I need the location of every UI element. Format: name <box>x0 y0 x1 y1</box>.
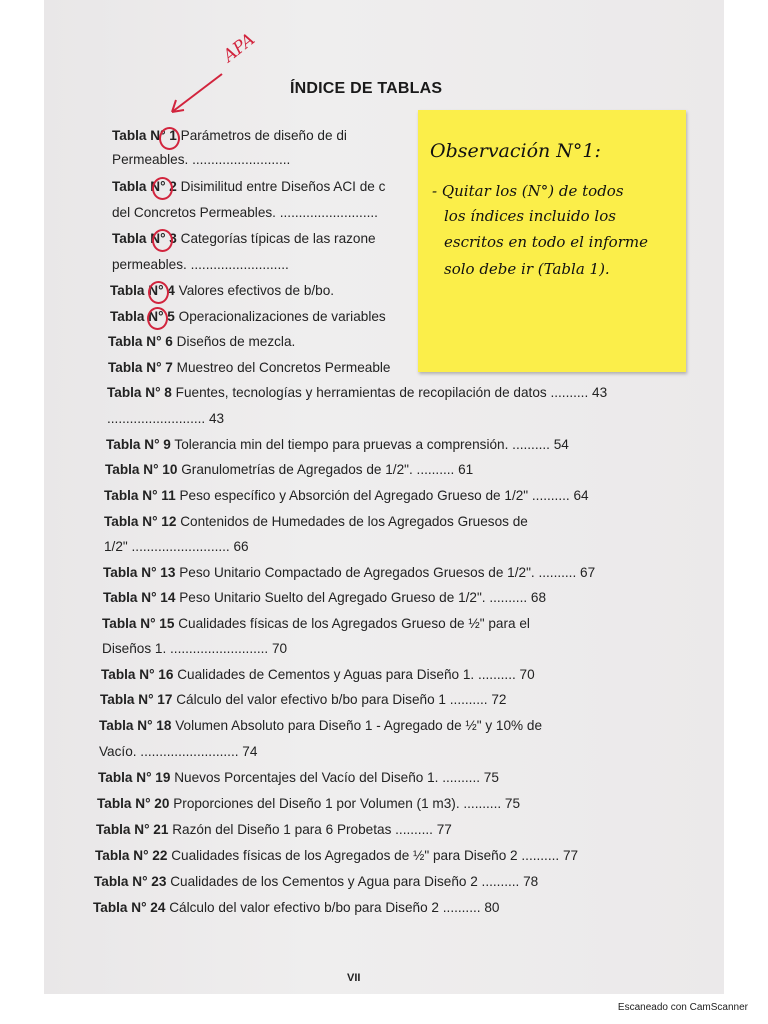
sticky-note-line: escritos en todo el informe <box>444 233 648 251</box>
leader-dots: .......... <box>517 848 560 863</box>
index-entry <box>94 874 538 889</box>
leader-dots: .......... <box>485 590 528 605</box>
entry-continuation-text: Diseños 1. <box>102 641 167 656</box>
entry-page: 61 <box>458 462 474 477</box>
entry-title: Cualidades físicas de los Agregados Grueso de ½" para el <box>178 616 530 631</box>
sticky-note-line: solo debe ir (Tabla 1). <box>444 260 610 278</box>
index-entry <box>97 796 520 811</box>
sticky-note-title: Observación N°1: <box>430 140 601 162</box>
annotation-circle <box>152 229 173 252</box>
entry-continuation-text: Vacío. <box>99 744 137 759</box>
index-entry <box>106 437 569 452</box>
entry-label: Tabla N° 21 <box>96 822 169 837</box>
index-entry <box>103 565 595 580</box>
entry-label: Tabla N° 23 <box>94 874 167 889</box>
entry-page: 66 <box>233 539 249 554</box>
entry-label: Tabla N° 7 <box>108 360 173 375</box>
annotation-circle <box>152 177 173 200</box>
entry-title: Cálculo del valor efectivo b/bo para Diseño 2 <box>169 900 439 915</box>
leader-dots: .......... <box>474 667 516 682</box>
leader-dots: .......................... <box>188 152 291 167</box>
sticky-note-line: - Quitar los (N°) de todos <box>432 182 624 200</box>
entry-label: Tabla N° 24 <box>93 900 166 915</box>
entry-continuation-text: 1/2" <box>104 539 128 554</box>
entry-title: Disimilitud entre Diseños ACI de c <box>180 179 386 194</box>
scanner-watermark: Escaneado con CamScanner <box>617 1002 748 1013</box>
entry-page: 74 <box>242 744 258 759</box>
leader-dots: .......... <box>508 437 550 452</box>
entry-page: 70 <box>519 667 535 682</box>
entry-label: Tabla N° 2 <box>112 179 177 194</box>
index-entry <box>107 385 607 400</box>
entry-page: 54 <box>553 437 569 452</box>
entry-title: Proporciones del Diseño 1 por Volumen (1 m3). <box>173 796 460 811</box>
entry-title: Cualidades físicas de los Agregados de ½" para Diseño 2 <box>171 848 518 863</box>
leader-dots: .......... <box>438 900 481 915</box>
index-entry <box>100 692 506 707</box>
entry-label: Tabla N° 22 <box>95 848 168 863</box>
entry-title: Contenidos de Humedades de los Agregados Gruesos de <box>180 514 528 529</box>
leader-dots: .......... <box>438 770 480 785</box>
entry-page: 75 <box>483 770 499 785</box>
entry-label: Tabla N° 16 <box>101 667 174 682</box>
entry-page: 77 <box>562 848 579 863</box>
index-entry <box>104 514 528 529</box>
leader-dots: .......... <box>546 385 589 400</box>
entry-label: Tabla N° 12 <box>104 514 177 529</box>
entry-page: 43 <box>592 385 608 400</box>
entry-label: Tabla N° 9 <box>106 437 171 452</box>
entry-title: Parámetros de diseño de di <box>180 128 347 143</box>
entry-title: Peso Unitario Compactado de Agregados Gruesos de 1/2". <box>179 565 535 580</box>
entry-continuation-text: Permeables. <box>112 152 189 167</box>
entry-page: 70 <box>272 641 288 656</box>
entry-page: 80 <box>484 900 500 915</box>
entry-label: Tabla N° 5 <box>110 309 175 324</box>
index-entry <box>98 770 499 785</box>
leader-dots: .......... <box>459 796 502 811</box>
index-entry-continuation <box>112 257 289 272</box>
index-entry <box>105 462 473 477</box>
index-entry <box>103 590 546 605</box>
index-entry <box>112 128 347 143</box>
index-entry-continuation <box>112 205 378 220</box>
leader-dots: .......... <box>391 822 433 837</box>
apa-annotation: APA <box>219 29 259 67</box>
index-entry-continuation <box>107 411 224 426</box>
entry-continuation-text: permeables. <box>112 257 187 272</box>
entry-page: 72 <box>491 692 507 707</box>
leader-dots: .......................... <box>136 744 239 759</box>
index-entry-continuation <box>102 641 287 656</box>
leader-dots: .......................... <box>275 205 378 220</box>
entry-page: 75 <box>504 796 521 811</box>
entry-page: 67 <box>580 565 596 580</box>
index-entry <box>104 488 589 503</box>
entry-title: Muestreo del Concretos Permeable <box>176 360 391 375</box>
annotation-circle <box>159 127 180 150</box>
entry-page: 43 <box>208 411 225 426</box>
leader-dots: .......................... <box>166 641 269 656</box>
leader-dots: .......... <box>534 565 577 580</box>
entry-title: Cálculo del valor efectivo b/bo para Diseño 1 <box>176 692 446 707</box>
leader-dots: .......... <box>412 462 455 477</box>
entry-label: Tabla N° 6 <box>108 334 173 349</box>
entry-label: Tabla N° 11 <box>104 488 176 503</box>
entry-page: 78 <box>523 874 539 889</box>
index-entry-continuation <box>104 539 249 554</box>
entry-title: Peso específico y Absorción del Agregado Grueso de 1/2" <box>179 488 529 503</box>
index-entry <box>96 822 452 837</box>
leader-dots: .......................... <box>186 257 289 272</box>
entry-page: 68 <box>530 590 547 605</box>
entry-continuation-text: del Concretos Permeables. <box>112 205 276 220</box>
index-entry <box>93 900 499 915</box>
page-title: ÍNDICE DE TABLAS <box>290 80 443 97</box>
entry-label: Tabla N° 19 <box>98 770 171 785</box>
leader-dots: .......................... <box>127 539 230 554</box>
leader-dots: .......... <box>445 692 488 707</box>
entry-label: Tabla N° 14 <box>103 590 176 605</box>
leader-dots: .......... <box>477 874 520 889</box>
entry-label: Tabla N° 3 <box>112 231 177 246</box>
index-entry <box>108 360 391 375</box>
index-entry <box>99 718 542 733</box>
entry-title: Cualidades de Cementos y Aguas para Diseño 1. <box>177 667 475 682</box>
index-entry-continuation <box>112 152 290 167</box>
page-number: VII <box>347 972 361 984</box>
index-entry <box>108 334 295 349</box>
entry-label: Tabla N° 8 <box>107 385 172 400</box>
index-entry <box>101 667 535 682</box>
annotation-arrow <box>160 68 230 120</box>
entry-title: Operacionalizaciones de variables <box>178 309 386 324</box>
entry-label: Tabla N° 18 <box>99 718 172 733</box>
entry-label: Tabla N° 10 <box>105 462 178 477</box>
entry-title: Tolerancia min del tiempo para pruevas a comprensión. <box>174 437 509 452</box>
entry-page: 77 <box>436 822 452 837</box>
leader-dots: .......................... <box>107 411 206 426</box>
index-entry <box>110 283 334 298</box>
entry-title: Peso Unitario Suelto del Agregado Grueso de 1/2". <box>179 590 486 605</box>
entry-label: Tabla N° 4 <box>110 283 175 298</box>
entry-title: Granulometrías de Agregados de 1/2". <box>181 462 413 477</box>
entry-label: Tabla N° 17 <box>100 692 173 707</box>
entry-title: Fuentes, tecnologías y herramientas de recopilación de datos <box>175 385 547 400</box>
entry-title: Cualidades de los Cementos y Agua para Diseño 2 <box>170 874 478 889</box>
index-entry <box>102 616 530 631</box>
index-entry <box>95 848 578 863</box>
index-entry-continuation <box>99 744 257 759</box>
entry-page: 64 <box>573 488 589 503</box>
entry-title: Razón del Diseño 1 para 6 Probetas <box>172 822 392 837</box>
entry-label: Tabla N° 13 <box>103 565 176 580</box>
sticky-note-line: los índices incluido los <box>444 207 616 225</box>
leader-dots: .......... <box>528 488 570 503</box>
entry-title: Diseños de mezcla. <box>176 334 296 349</box>
entry-title: Valores efectivos de b/bo. <box>178 283 335 298</box>
sticky-note <box>418 110 686 372</box>
entry-title: Nuevos Porcentajes del Vacío del Diseño 1. <box>174 770 439 785</box>
entry-label: Tabla N° 20 <box>97 796 170 811</box>
entry-title: Volumen Absoluto para Diseño 1 - Agregado de ½" y 10% de <box>175 718 543 733</box>
entry-label: Tabla N° 15 <box>102 616 175 631</box>
annotation-circle <box>148 281 169 304</box>
annotation-circle <box>147 307 168 330</box>
entry-title: Categorías típicas de las razone <box>180 231 376 246</box>
entry-label: Tabla N° 1 <box>112 128 177 143</box>
